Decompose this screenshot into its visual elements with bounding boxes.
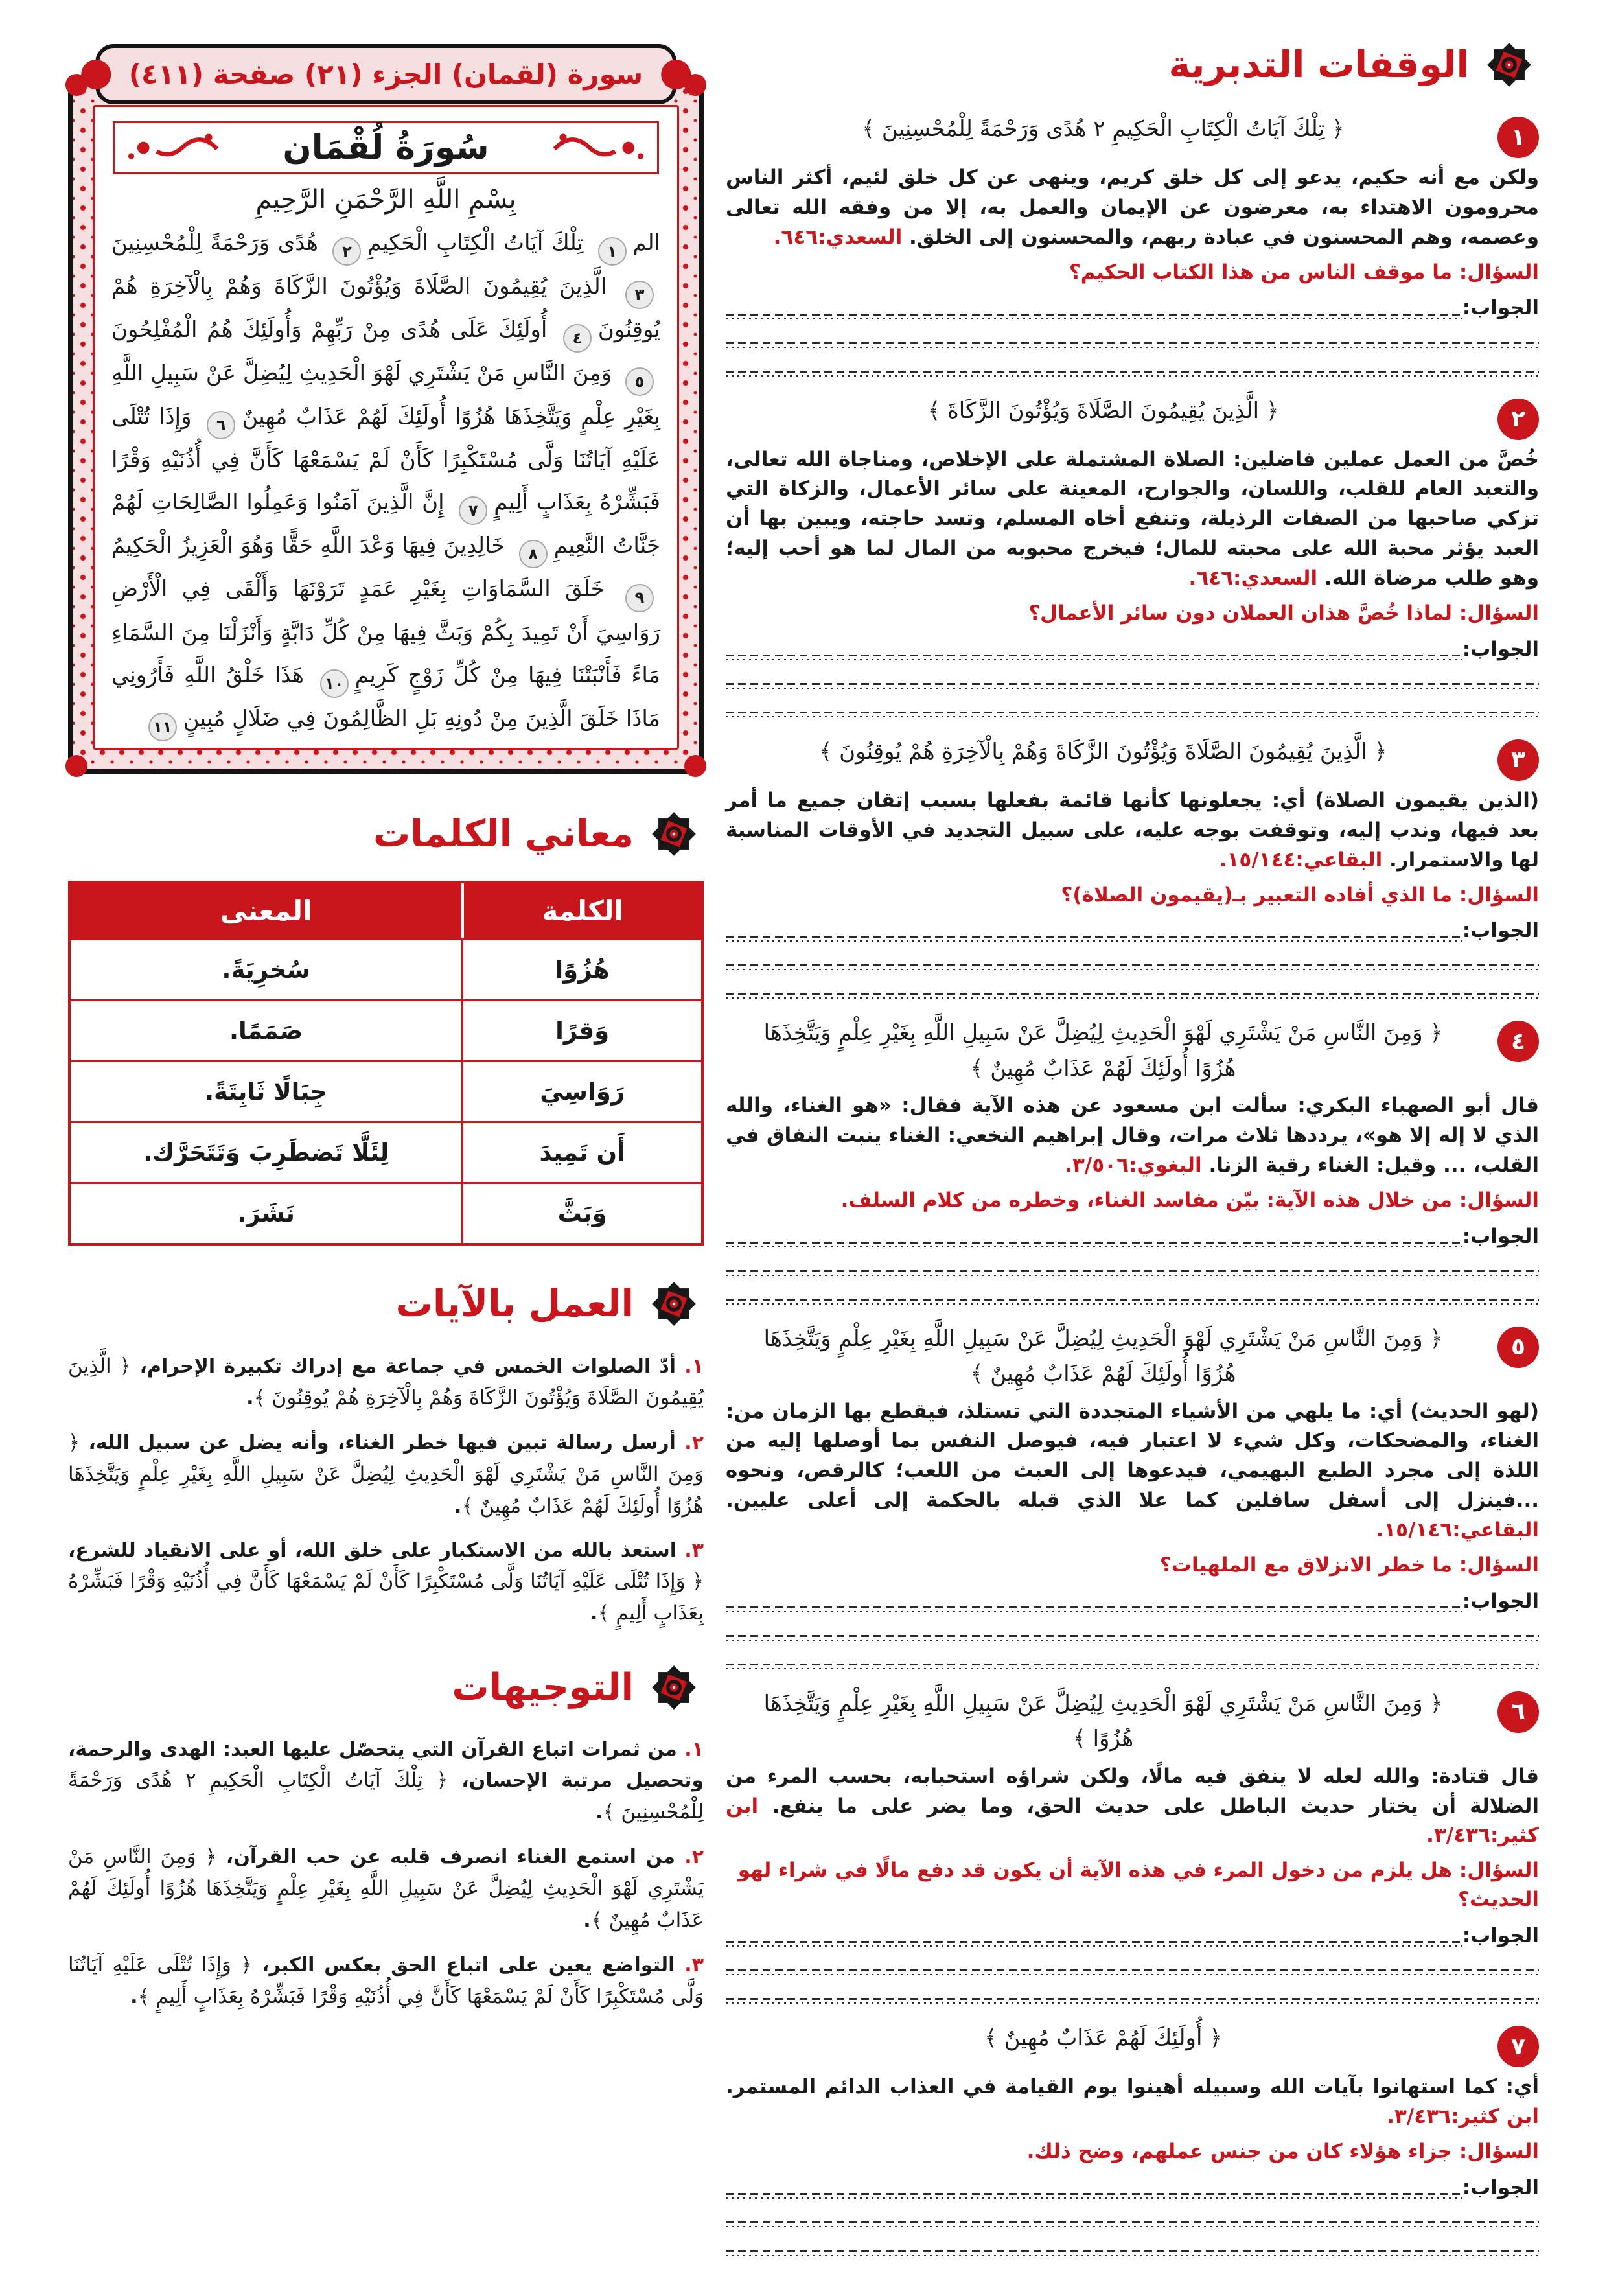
- acting-on-verses-list: [68, 1351, 704, 1629]
- answer-row: [726, 1223, 1539, 1249]
- acting-on-verses-title: العمل بالآيات: [395, 1282, 634, 1325]
- answer-label: الجواب:: [1462, 1224, 1539, 1248]
- answer-blank-line: [726, 1277, 1539, 1306]
- item-quran-quote: ﴿ وَمِنَ النَّاسِ مَنْ يَشْتَرِي لَهْوَ الْحَدِيثِ لِيُضِلَّ عَنْ سَبِيلِ اللَّهِ بِغَيْرِ عِلْمٍ وَيَتَّخِذَهَا هُزُوًا أُولَئِكَ لَهُمْ عَذَابٌ مُهِينٌ ﴾: [68, 1845, 704, 1932]
- item-text: أدّ الصلوات الخمس في جماعة مع إدراك تكبيرة الإحرام،: [131, 1354, 676, 1378]
- source-reference: البقاعي:١٥/١٤٤.: [1219, 848, 1383, 872]
- answer-row: [726, 1922, 1539, 1948]
- list-item: [68, 1949, 704, 2013]
- commentary-text: ولكن مع أنه حكيم، يدعو إلى كل خلق كريم، وينهى عن كل خلق لئيم، أكثر الناس محرومون الاهتداء به، معرضون عن الإيمان والعمل به، إلا من وفقه الله تعالى وعصمه، وهم المحسنون في عبادة ربهم، والمحسنون إلى الخلق.: [726, 166, 1539, 249]
- commentary-text: أي: كما استهانوا بآيات الله وسبيله أهينوا يوم القيامة في العذاب الدائم المستمر.: [726, 2075, 1539, 2099]
- word-meanings-section: [68, 804, 704, 1246]
- answer-blank-line: [726, 1977, 1539, 2005]
- meaning-cell: نَشَرَ.: [237, 1199, 295, 1227]
- sura-title-cartouche: [113, 121, 659, 174]
- quran-text: [111, 222, 660, 741]
- commentary: [726, 163, 1539, 253]
- item-text-end: .: [130, 1986, 138, 2009]
- answer-blank-line: [726, 1614, 1539, 1642]
- meaning-cell: صَمَمًا.: [229, 1016, 303, 1045]
- word-meanings-header: [68, 804, 704, 864]
- verse-number: ١١: [148, 713, 177, 741]
- question-text: السؤال: جزاء هؤلاء كان من جنس عملهم، وضح ذلك.: [1026, 2139, 1539, 2163]
- verse-number: ٤: [563, 324, 592, 353]
- source-reference: البغوي:٣/٥٠٦.: [1065, 1153, 1202, 1177]
- reflection-verse-row: [726, 1686, 1539, 1757]
- verse-number: ٢: [332, 237, 361, 266]
- quran-verse: الم: [632, 230, 661, 256]
- item-number: ١.: [684, 1738, 704, 1761]
- source-reference: البقاعي:١٥/١٤٦.: [1376, 1518, 1539, 1542]
- verse-text: ﴿ وَمِنَ النَّاسِ مَنْ يَشْتَرِي لَهْوَ الْحَدِيثِ لِيُضِلَّ عَنْ سَبِيلِ اللَّهِ بِغَيْرِ عِلْمٍ وَيَتَّخِذَهَا هُزُوًا ﴾: [763, 1690, 1443, 1752]
- quran-verse: خَلَقَ السَّمَاوَاتِ بِغَيْرِ عَمَدٍ تَرَوْنَهَا وَأَلْقَى فِي الْأَرْضِ رَوَاسِيَ أَنْ تَمِيدَ بِكُمْ وَبَثَّ فِيهَا مِنْ كُلِّ دَابَّةٍ وَأَنْزَلْنَا مِنَ السَّمَاءِ مَاءً فَأَنْبَتْنَا فِيهَا مِنْ كُلِّ زَوْجٍ كَرِيمٍ: [111, 576, 660, 688]
- item-number: ٢.: [684, 1846, 704, 1869]
- item-text: من استمع الغناء انصرف قلبه عن حب القرآن،: [216, 1846, 675, 1869]
- commentary: [726, 2072, 1539, 2132]
- quran-verse: هَذَا خَلْقُ اللَّهِ فَأَرُونِي مَاذَا خَلَقَ الَّذِينَ مِنْ دُونِهِ بَلِ الظَّالِمُونَ فِي ضَلَالٍ مُبِينٍ: [111, 662, 660, 732]
- reflection-item: [726, 393, 1539, 719]
- word-cell: أَن تَمِيدَ: [461, 1123, 701, 1182]
- question-text: السؤال: ما الذي أفاده التعبير بـ(يقيمون الصلاة)؟: [1061, 883, 1539, 907]
- item-text-end: .: [246, 1386, 254, 1409]
- quran-verse: إِنَّ الَّذِينَ آمَنُوا وَعَمِلُوا الصَّالِحَاتِ لَهُمْ جَنَّاتُ النَّعِيمِ: [111, 489, 661, 559]
- acting-on-verses-section: [68, 1274, 704, 1629]
- reflection-verse-row: [726, 734, 1539, 781]
- quran-verse: هُدًى وَرَحْمَةً لِلْمُحْسِنِينَ: [111, 230, 318, 256]
- rosette-icon: [644, 804, 704, 864]
- answer-row: [726, 295, 1539, 321]
- commentary: [726, 786, 1539, 875]
- reflection-verse-row: [726, 111, 1539, 158]
- corner-dot-icon: [684, 755, 706, 777]
- answer-row: [726, 917, 1539, 943]
- source-reference: ابن كثير:٣/٤٣٦.: [726, 1794, 1539, 1848]
- item-quran-quote: ﴿ وَإِذَا تُتْلَى عَلَيْهِ آيَاتُنَا وَلَّى مُسْتَكْبِرًا كَأَنْ لَمْ يَسْمَعْهَا كَأَنَّ فِي أُذُنَيْهِ وَقْرًا فَبَشِّرْهُ بِعَذَابٍ أَلِيمٍ ﴾: [68, 1570, 704, 1625]
- commentary-text: قال أبو الصهباء البكري: سألت ابن مسعود عن هذه الآية فقال: «هو الغناء، والله الذي لا إله إلا هو»، يرددها ثلاث مرات، وقال إبراهيم النخعي: الغناء ينبت النفاق في القلب، ... وقيل: الغناء رقية الزنا.: [726, 1094, 1539, 1177]
- answer-label: الجواب:: [1462, 1923, 1539, 1947]
- flourish-icon: [551, 130, 648, 166]
- mushaf-page-area: [93, 105, 679, 750]
- reflection-verse-row: [726, 2021, 1539, 2067]
- question-text: السؤال: من خلال هذه الآية: بيّن مفاسد الغناء، وخطره من كلام السلف.: [840, 1188, 1539, 1212]
- commentary: [726, 1397, 1539, 1546]
- commentary-text: قال قتادة: والله لعله لا ينفق فيه مالًا، ولكن شراؤه استحبابه، بحسب المرء من الضلالة أن يختار حديث الباطل على حديث الحق، وما يضر على ما ينفع.: [726, 1764, 1539, 1818]
- rosette-icon: [644, 1274, 704, 1334]
- answer-blank-line: [726, 1948, 1539, 1977]
- column-header-meaning: المعنى: [220, 894, 312, 927]
- answer-label: الجواب:: [1462, 1589, 1539, 1613]
- verse-text: ﴿ وَمِنَ النَّاسِ مَنْ يَشْتَرِي لَهْوَ الْحَدِيثِ لِيُضِلَّ عَنْ سَبِيلِ اللَّهِ بِغَيْرِ عِلْمٍ وَيَتَّخِذَهَا هُزُوًا أُولَئِكَ لَهُمْ عَذَابٌ مُهِينٌ ﴾: [763, 1325, 1443, 1387]
- verse-number: ٣: [625, 281, 654, 309]
- item-quran-quote: ﴿ وَمِنَ النَّاسِ مَنْ يَشْتَرِي لَهْوَ الْحَدِيثِ لِيُضِلَّ عَنْ سَبِيلِ اللَّهِ بِغَيْرِ عِلْمٍ وَيَتَّخِذَهَا هُزُوًا أُولَئِكَ لَهُمْ عَذَابٌ مُهِينٌ ﴾: [68, 1430, 704, 1518]
- word-meanings-title: معاني الكلمات: [373, 812, 634, 855]
- answer-blank-line: [726, 943, 1539, 971]
- answer-label: الجواب:: [1462, 2175, 1539, 2199]
- answer-blank-line: [726, 636, 1462, 662]
- table-row: [71, 999, 701, 1060]
- verse-text: ﴿ تِلْكَ آيَاتُ الْكِتَابِ الْحَكِيمِ ٢ هُدًى وَرَحْمَةً لِلْمُحْسِنِينَ ﴾: [862, 116, 1345, 142]
- question-text: السؤال: هل يلزم من دخول المرء في هذه الآية أن يكون قد دفع مالًا في شراء لهو الحديث؟: [737, 1859, 1539, 1912]
- reflection-verse-row: [726, 1321, 1539, 1392]
- table-row: [71, 1182, 701, 1243]
- mushaf-panel: [68, 58, 704, 774]
- table-row: [71, 938, 701, 999]
- reflection-verse-row: [726, 393, 1539, 440]
- source-reference: ابن كثير:٣/٤٣٦.: [1387, 2105, 1539, 2129]
- table-header-row: [71, 883, 701, 938]
- table-row: [71, 1121, 701, 1182]
- item-text: أرسل رسالة تبين فيها خطر الغناء، وأنه يضل عن سبيل الله،: [80, 1431, 676, 1454]
- item-text: التواضع يعين على اتباع الحق بعكس الكبر،: [252, 1954, 675, 1977]
- item-number: ٢.: [684, 1431, 704, 1454]
- item-number-badge: ٥: [1497, 1327, 1539, 1368]
- quran-verse: أُولَئِكَ عَلَى هُدًى مِنْ رَبِّهِمْ وَأُولَئِكَ هُمُ الْمُفْلِحُونَ: [111, 317, 548, 343]
- commentary: [726, 1091, 1539, 1181]
- item-number: ٣.: [684, 1538, 704, 1562]
- item-number-badge: ٤: [1497, 1021, 1539, 1062]
- word-cell: وَقرًا: [461, 1001, 701, 1060]
- rosette-icon: [644, 1658, 704, 1717]
- reflection-item: [726, 111, 1539, 378]
- quran-verse: خَالِدِينَ فِيهَا وَعْدَ اللَّهِ حَقًّا وَهُوَ الْعَزِيزُ الْحَكِيمُ: [111, 533, 505, 559]
- commentary-text: خُصَّ من العمل عملين فاضلين: الصلاة المشتملة على الإخلاص، ومناجاة الله تعالى، والتعبد العام للقلب، واللسان، والجوارح، المعينة على سائر الأعمال، والزكاة التي تزكي صاحبها من الصفات الرذيلة، وتنفع أخاه المسلم، وتسد حاجته، ويبين بها أن العبد يؤثر محبة الله على محبته للمال؛ فيخرج محبوبه من المال لما هو أحب إليه؛ وهو طلب مرضاة الله.: [726, 447, 1539, 590]
- meaning-cell: سُخرِيَةً.: [222, 955, 310, 984]
- commentary-text: (لهو الحديث) أي: ما يلهي من الأشياء المتجددة التي تستلذ، فيقطع بها الزمان من: الغناء، والمضحكات، وكل شيء لا اعتبار فيه، فيوصل النفس بما أوصلها إليه من اللذة إلى مجرد الطبع البهيمي، فيدعوها إلى العبث من اللعب؛ كالرقص، ونحوه ...فينزل إلى أسفل سافلين كما علا الذي قبله بالحكمة إلى أعلى عليين.: [726, 1399, 1539, 1513]
- item-text-end: .: [590, 1602, 598, 1625]
- verse-number: ٧: [459, 496, 487, 525]
- answer-blank-line: [726, 295, 1462, 321]
- quran-verse: وَمِنَ النَّاسِ مَنْ يَشْتَرِي لَهْوَ الْحَدِيثِ لِيُضِلَّ عَنْ سَبِيلِ اللَّهِ بِغَيْرِ عِلْمٍ وَيَتَّخِذَهَا هُزُوًا أُولَئِكَ لَهُمْ عَذَابٌ مُهِينٌ: [111, 360, 660, 430]
- answer-row: [726, 1588, 1539, 1614]
- reflection-item: [726, 1015, 1539, 1305]
- item-number-badge: ٧: [1497, 2026, 1539, 2067]
- list-item: [68, 1841, 704, 1936]
- reflection-item: [726, 2021, 1539, 2257]
- quran-verse: الَّذِينَ يُقِيمُونَ الصَّلَاةَ وَيُؤْتُونَ الزَّكَاةَ وَهُمْ بِالْآخِرَةِ هُمْ يُوقِنُونَ: [111, 273, 660, 343]
- verse-number: ٨: [519, 540, 548, 568]
- verse-text: ﴿ وَمِنَ النَّاسِ مَنْ يَشْتَرِي لَهْوَ الْحَدِيثِ لِيُضِلَّ عَنْ سَبِيلِ اللَّهِ بِغَيْرِ عِلْمٍ وَيَتَّخِذَهَا هُزُوًا أُولَئِكَ لَهُمْ عَذَابٌ مُهِينٌ ﴾: [763, 1020, 1443, 1082]
- item-number: ٣.: [684, 1954, 704, 1977]
- mushaf-banner: [95, 44, 676, 104]
- rosette-icon: [1479, 35, 1539, 95]
- answer-blank-line: [726, 1588, 1462, 1614]
- list-item: [68, 1351, 704, 1414]
- word-cell: وَبَثَّ: [461, 1184, 701, 1243]
- answer-blank-line: [726, 1223, 1462, 1249]
- word-meanings-table: [68, 881, 704, 1246]
- answer-blank-line: [726, 2174, 1462, 2200]
- commentary-text: (الذين يقيمون الصلاة) أي: يجعلونها كأنها قائمة بفعلها بسبب إتقان جميع ما أمر بعد فيها، وندب إليه، وتوقفت بوجه عليه، على سبيل التجديد في الأوقات المناسبة لها والاستمرار.: [726, 788, 1539, 872]
- source-reference: السعدي:٦٤٦.: [773, 225, 903, 249]
- item-number-badge: ٦: [1497, 1691, 1539, 1733]
- word-cell: رَوَاسِيَ: [461, 1062, 701, 1121]
- question-text: السؤال: ما موقف الناس من هذا الكتاب الحكيم؟: [1069, 260, 1539, 284]
- commentary: [726, 445, 1539, 594]
- source-reference: السعدي:٦٤٦.: [1188, 566, 1318, 590]
- verse-text: ﴿ الَّذِينَ يُقِيمُونَ الصَّلَاةَ وَيُؤْتُونَ الزَّكَاةَ ﴾: [927, 397, 1279, 424]
- mushaf-banner-text: سورة (لقمان) الجزء (٢١) صفحة (٤١١): [128, 58, 643, 90]
- item-quran-quote: ﴿ وَإِذَا تُتْلَى عَلَيْهِ آيَاتُنَا وَلَّى مُسْتَكْبِرًا كَأَنْ لَمْ يَسْمَعْهَا كَأَنَّ فِي أُذُنَيْهِ وَقْرًا فَبَشِّرْهُ بِعَذَابٍ أَلِيمٍ ﴾: [68, 1953, 704, 2009]
- reflections-header: [726, 35, 1539, 95]
- answer-blank-line: [726, 1249, 1539, 1277]
- item-quran-quote: ﴿ تِلْكَ آيَاتُ الْكِتَابِ الْحَكِيمِ ٢ هُدًى وَرَحْمَةً لِلْمُحْسِنِينَ ﴾: [68, 1768, 704, 1824]
- verse-text: ﴿ الَّذِينَ يُقِيمُونَ الصَّلَاةَ وَيُؤْتُونَ الزَّكَاةَ وَهُمْ بِالْآخِرَةِ هُمْ يُوقِنُونَ ﴾: [819, 738, 1387, 765]
- reflections-title: الوقفات التدبرية: [1168, 43, 1469, 86]
- reflection-item: [726, 1686, 1539, 2005]
- flourish-icon: [124, 130, 221, 166]
- column-header-word: الكلمة: [461, 883, 701, 938]
- reflection-verse-row: [726, 1015, 1539, 1086]
- answer-blank-line: [726, 1922, 1462, 1948]
- item-number-badge: ١: [1497, 117, 1539, 158]
- directives-title: التوجيهات: [452, 1665, 634, 1709]
- acting-on-verses-header: [68, 1274, 704, 1334]
- answer-label: الجواب:: [1462, 637, 1539, 661]
- answer-blank-line: [726, 690, 1539, 719]
- word-cell: هُزُوًا: [461, 940, 701, 999]
- list-item: [68, 1427, 704, 1522]
- question-text: السؤال: ما خطر الانزلاق مع الملهيات؟: [1159, 1553, 1539, 1577]
- item-text: من ثمرات اتباع القرآن التي يتحصّل عليها العبد: الهدى والرحمة، وتحصيل مرتبة الإحسان،: [68, 1738, 704, 1792]
- answer-label: الجواب:: [1462, 919, 1539, 943]
- item-text-end: .: [595, 1801, 603, 1824]
- sura-title: سُورَةُ لُقْمَان: [283, 128, 489, 167]
- directives-header: [68, 1658, 704, 1717]
- verse-number: ١: [598, 237, 627, 266]
- answer-row: [726, 636, 1539, 662]
- answer-blank-line: [726, 321, 1539, 349]
- answer-label: الجواب:: [1462, 296, 1539, 320]
- answer-blank-line: [726, 917, 1462, 943]
- commentary: [726, 1762, 1539, 1851]
- answer-blank-line: [726, 2229, 1539, 2257]
- item-text-end: .: [454, 1494, 462, 1518]
- verse-number: ٦: [207, 411, 235, 439]
- item-text: استعذ بالله من الاستكبار على خلق الله، أو على الانقياد للشرع،: [68, 1538, 677, 1562]
- item-number-badge: ٣: [1497, 739, 1539, 781]
- item-number: ١.: [684, 1354, 704, 1378]
- directives-list: [68, 1734, 704, 2013]
- reflection-item: [726, 1321, 1539, 1671]
- corner-dot-icon: [65, 755, 87, 777]
- reflection-item: [726, 734, 1539, 1001]
- bismillah: بِسْمِ اللَّهِ الرَّحْمَنِ الرَّحِيمِ: [255, 185, 516, 215]
- reflections-column: [726, 35, 1539, 2277]
- meaning-cell: لِئَلَّا تَضطَرِبَ وَتَتَحَرَّك.: [143, 1138, 389, 1166]
- answer-blank-line: [726, 2200, 1539, 2229]
- answer-blank-line: [726, 971, 1539, 1000]
- meaning-cell: جِبَالًا ثَابِتَةً.: [204, 1077, 328, 1106]
- item-text-end: .: [583, 1909, 591, 1932]
- quran-verse: وَإِذَا تُتْلَى عَلَيْهِ آيَاتُنَا وَلَّى مُسْتَكْبِرًا كَأَنْ لَمْ يَسْمَعْهَا كَأَنَّ فِي أُذُنَيْهِ وَقْرًا فَبَشِّرْهُ بِعَذَابٍ أَلِيمٍ: [111, 404, 660, 516]
- directives-section: [68, 1658, 704, 2013]
- answer-blank-line: [726, 1642, 1539, 1671]
- list-item: [68, 1535, 704, 1629]
- verse-number: ٥: [625, 367, 654, 396]
- list-item: [68, 1734, 704, 1828]
- item-quran-quote: ﴿ الَّذِينَ يُقِيمُونَ الصَّلَاةَ وَيُؤْتُونَ الزَّكَاةَ وَهُمْ بِالْآخِرَةِ هُمْ يُوقِنُونَ ﴾: [68, 1354, 704, 1409]
- answer-row: [726, 2174, 1539, 2200]
- question-text: السؤال: لماذا خُصَّ هذان العملان دون سائر الأعمال؟: [1028, 601, 1539, 625]
- table-row: [71, 1060, 701, 1121]
- verse-number: ١٠: [320, 669, 349, 698]
- quran-verse: تِلْكَ آيَاتُ الْكِتَابِ الْحَكِيمِ: [367, 230, 584, 256]
- verse-number: ٩: [625, 584, 654, 612]
- side-column: [68, 35, 704, 2277]
- banner-knob-icon: [81, 60, 111, 89]
- item-number-badge: ٢: [1497, 399, 1539, 440]
- verse-text: ﴿ أُولَئِكَ لَهُمْ عَذَابٌ مُهِينٌ ﴾: [984, 2025, 1223, 2052]
- answer-blank-line: [726, 662, 1539, 690]
- answer-blank-line: [726, 349, 1539, 378]
- banner-knob-icon: [661, 60, 691, 89]
